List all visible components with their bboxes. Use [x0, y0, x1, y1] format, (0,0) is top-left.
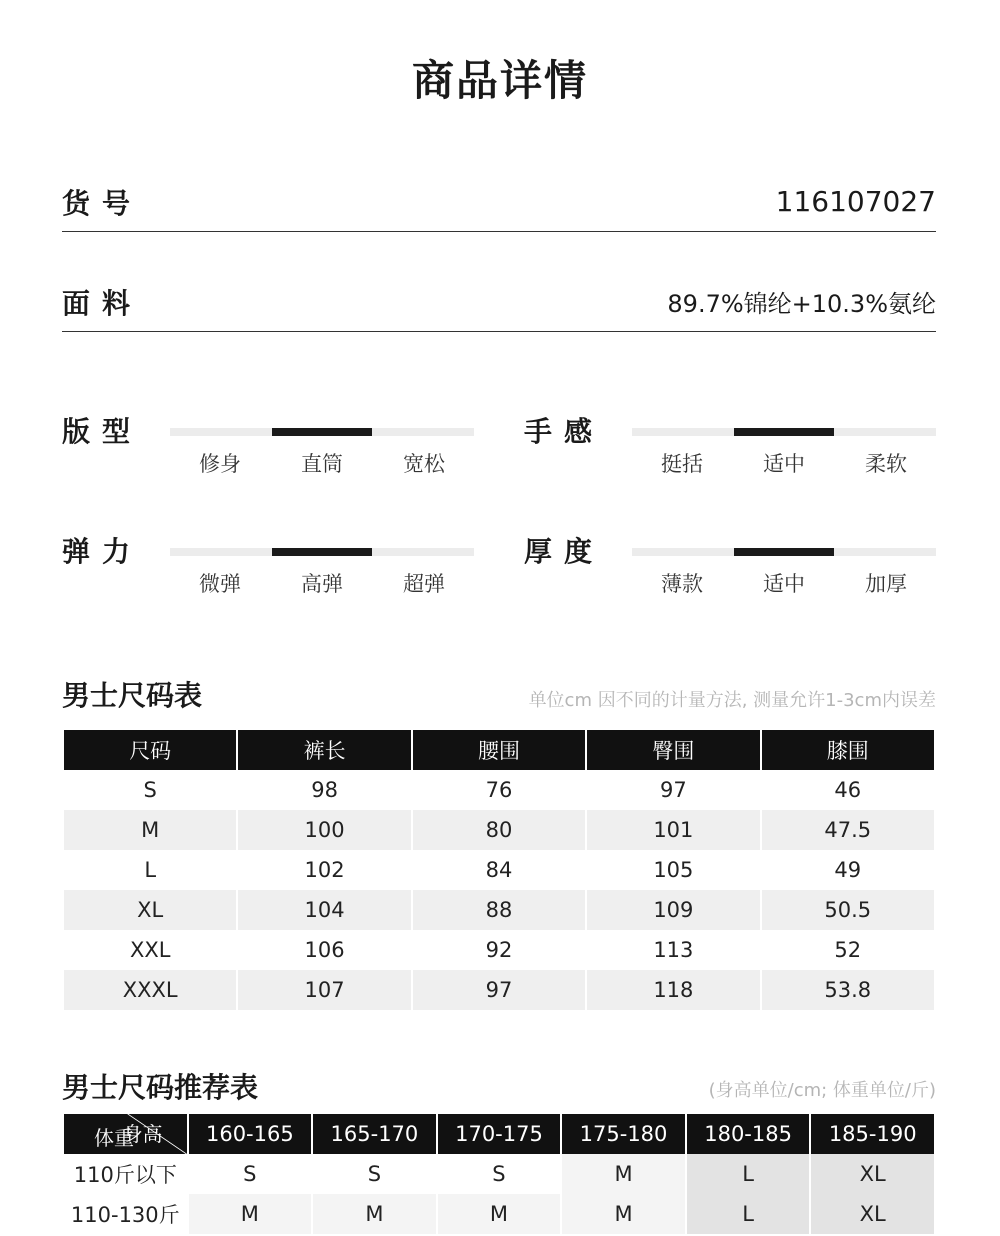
page-title: 商品详情 — [411, 56, 588, 105]
table-cell: XXL — [64, 930, 236, 970]
table-row — [64, 850, 934, 890]
scale-segment — [374, 548, 474, 556]
table-cell: S — [189, 1154, 312, 1194]
info-row-fabric — [62, 272, 936, 332]
table-cell: 113 — [587, 930, 759, 970]
table-cell: 76 — [413, 770, 585, 810]
table-row — [64, 890, 934, 930]
table-header: 165-170 — [313, 1114, 436, 1154]
scale-option: 适中 — [763, 572, 805, 596]
table-header: 175-180 — [562, 1114, 685, 1154]
scale-label: 弹力 — [62, 535, 143, 568]
table-cell: XXXL — [64, 970, 236, 1010]
table-header-row — [64, 730, 934, 770]
table-header-row — [64, 1114, 934, 1154]
table-row — [64, 1154, 934, 1194]
corner-label-weight: 体重 — [94, 1126, 134, 1150]
table-row-label: 110-130斤 — [64, 1194, 187, 1234]
scale-fit — [62, 410, 502, 490]
info-label: 货号 — [62, 186, 143, 220]
scale-track — [632, 548, 936, 556]
scale-segment — [374, 428, 474, 436]
table-cell: L — [64, 850, 236, 890]
table-cell: 50.5 — [762, 890, 934, 930]
scale-option: 微弹 — [199, 572, 241, 596]
table-cell: 52 — [762, 930, 934, 970]
info-row-item-number — [62, 172, 936, 232]
info-value: 116107027 — [775, 185, 936, 218]
table-row — [64, 770, 934, 810]
scale-segment — [632, 548, 732, 556]
table-cell: 118 — [587, 970, 759, 1010]
scale-segment — [836, 548, 936, 556]
table-header: 170-175 — [438, 1114, 561, 1154]
scale-option: 宽松 — [403, 452, 445, 476]
scale-segment-selected — [272, 428, 372, 436]
table-header: 185-190 — [811, 1114, 934, 1154]
scale-segment-selected — [734, 428, 834, 436]
scale-segment-selected — [734, 548, 834, 556]
table-cell: 92 — [413, 930, 585, 970]
table-cell: 97 — [587, 770, 759, 810]
scale-label: 手感 — [524, 415, 605, 448]
table-header: 腰围 — [413, 730, 585, 770]
table-header: 尺码 — [64, 730, 236, 770]
scale-track — [632, 428, 936, 436]
table-cell: 80 — [413, 810, 585, 850]
table-cell: 109 — [587, 890, 759, 930]
scale-segment-selected — [272, 548, 372, 556]
scale-track — [170, 548, 474, 556]
table-cell: M — [64, 810, 236, 850]
table-header: 裤长 — [238, 730, 410, 770]
scale-option: 高弹 — [301, 572, 343, 596]
table-cell: 97 — [413, 970, 585, 1010]
scale-option: 薄款 — [661, 572, 703, 596]
table-cell: M — [562, 1194, 685, 1234]
table-row-label: 110斤以下 — [64, 1154, 187, 1194]
table-cell: S — [438, 1154, 561, 1194]
scale-stretch — [62, 530, 502, 610]
table-row — [64, 1194, 934, 1234]
scale-option: 挺括 — [661, 452, 703, 476]
table-cell: 49 — [762, 850, 934, 890]
scale-option: 直筒 — [301, 452, 343, 476]
table-corner-header — [64, 1114, 187, 1154]
scale-option: 适中 — [763, 452, 805, 476]
info-value: 89.7%锦纶+10.3%氨纶 — [667, 290, 936, 318]
table-row — [64, 810, 934, 850]
table-cell: XL — [64, 890, 236, 930]
table-cell: S — [64, 770, 236, 810]
scale-segment — [632, 428, 732, 436]
table-cell: 107 — [238, 970, 410, 1010]
rec-table-note: (身高单位/cm; 体重单位/斤) — [708, 1080, 936, 1101]
table-cell: 105 — [587, 850, 759, 890]
scale-segment — [170, 428, 270, 436]
table-cell: 46 — [762, 770, 934, 810]
table-cell: XL — [811, 1154, 934, 1194]
scale-segment — [836, 428, 936, 436]
table-cell: 100 — [238, 810, 410, 850]
recommendation-table — [62, 1114, 936, 1234]
table-cell: 47.5 — [762, 810, 934, 850]
scale-option: 加厚 — [865, 572, 907, 596]
scale-segment — [170, 548, 270, 556]
table-header: 臀围 — [587, 730, 759, 770]
table-cell: S — [313, 1154, 436, 1194]
info-label: 面料 — [62, 286, 143, 320]
corner-label-height: 身高 — [122, 1122, 163, 1146]
table-header: 160-165 — [189, 1114, 312, 1154]
table-cell: XL — [811, 1194, 934, 1234]
scale-option: 超弹 — [403, 572, 445, 596]
table-cell: 101 — [587, 810, 759, 850]
table-cell: 53.8 — [762, 970, 934, 1010]
table-cell: L — [687, 1154, 810, 1194]
table-cell: 106 — [238, 930, 410, 970]
table-cell: L — [687, 1194, 810, 1234]
table-cell: M — [562, 1154, 685, 1194]
scale-option: 柔软 — [865, 452, 907, 476]
scale-thickness — [524, 530, 964, 610]
table-cell: 98 — [238, 770, 410, 810]
scale-track — [170, 428, 474, 436]
table-row — [64, 930, 934, 970]
table-header: 膝围 — [762, 730, 934, 770]
size-table-note: 单位cm 因不同的计量方法, 测量允许1-3cm内误差 — [528, 690, 936, 711]
table-cell: M — [438, 1194, 561, 1234]
size-table — [62, 730, 936, 1010]
table-cell: 102 — [238, 850, 410, 890]
table-cell: M — [313, 1194, 436, 1234]
scale-option: 修身 — [199, 452, 241, 476]
table-cell: 104 — [238, 890, 410, 930]
table-cell: 88 — [413, 890, 585, 930]
table-cell: 84 — [413, 850, 585, 890]
scale-label: 版型 — [62, 415, 143, 448]
rec-table-title: 男士尺码推荐表 — [62, 1071, 259, 1104]
table-row — [64, 970, 934, 1010]
size-table-title: 男士尺码表 — [62, 679, 203, 712]
scale-label: 厚度 — [524, 535, 605, 568]
table-header: 180-185 — [687, 1114, 810, 1154]
scale-feel — [524, 410, 964, 490]
table-cell: M — [189, 1194, 312, 1234]
